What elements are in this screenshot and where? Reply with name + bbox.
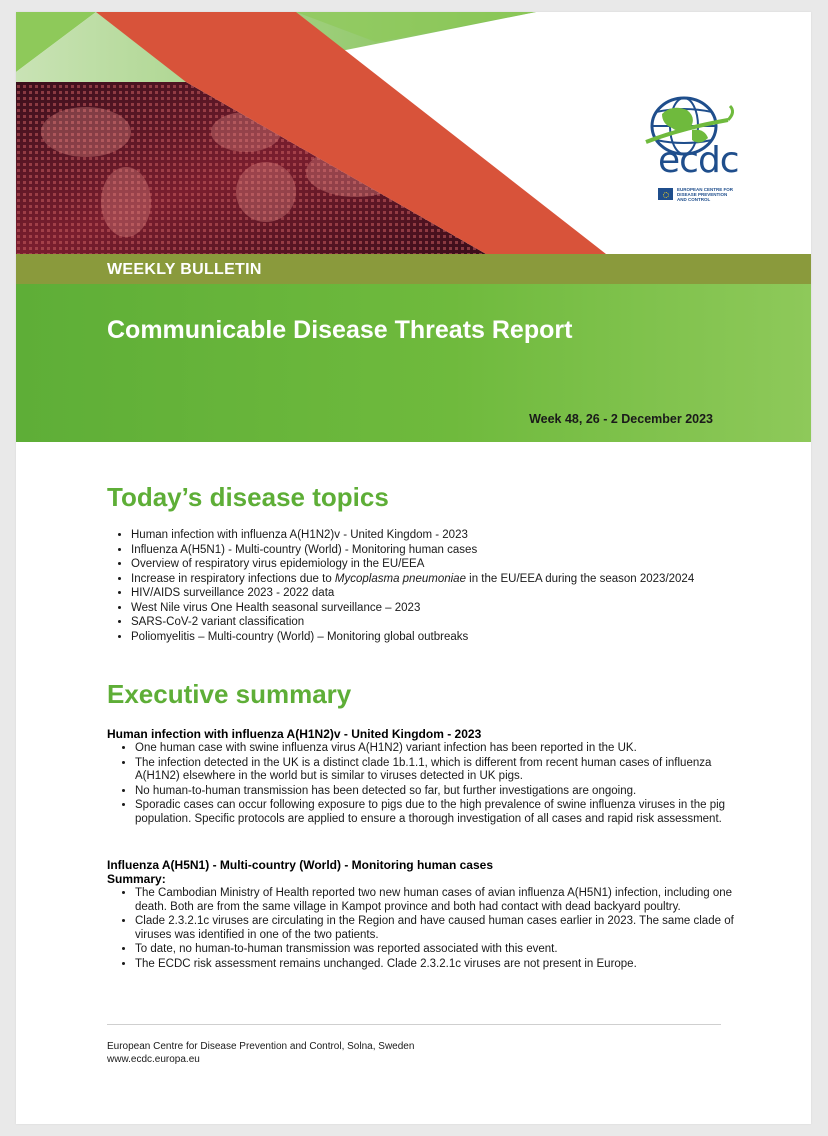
list-item: • The ECDC risk assessment remains unchanged. Clade 2.3.2.1c viruses are not present in Europe. (135, 958, 735, 972)
list-item: • Increase in respiratory infections due to Mycoplasma pneumoniae in the EU/EEA during the season 2023/2024 (131, 572, 771, 587)
list-item: • Influenza A(H5N1) - Multi-country (World) - Monitoring human cases (131, 543, 771, 558)
section-bullets (107, 742, 745, 828)
section-bullets (107, 887, 735, 973)
eu-flag-icon (658, 188, 673, 200)
logo-wordmark: ecdc (658, 140, 739, 181)
logo-agency-name: EUROPEAN CENTRE FOR DISEASE PREVENTION AND CONTROL (677, 187, 734, 202)
list-item: • Sporadic cases can occur following exposure to pigs due to the high prevalence of swine influenza viruses in the pig population. Specific protocols are applied to ensure a thorough investigation of all cases and rapid risk assessment. (135, 799, 745, 826)
list-item: • SARS-CoV-2 variant classification (131, 615, 771, 630)
footer-address: European Centre for Disease Prevention and Control, Solna, Sweden (107, 1041, 415, 1052)
list-item: • Clade 2.3.2.1c viruses are circulating in the Region and have caused human cases earlier in 2023. The same clade of viruses was identified in one of the two patients. (135, 915, 735, 942)
list-item: • To date, no human-to-human transmission was reported associated with this event. (135, 943, 735, 957)
executive-heading: Executive summary (107, 679, 352, 709)
ecdc-logo (632, 84, 762, 204)
document-page (16, 12, 811, 1124)
section-title: Influenza A(H5N1) - Multi-country (World) - Monitoring human cases (107, 858, 493, 872)
footer-website-link[interactable]: www.ecdc.europa.eu (107, 1054, 200, 1065)
section-title: Human infection with influenza A(H1N2)v - United Kingdom - 2023 (107, 727, 482, 741)
list-item: • The Cambodian Ministry of Health reported two new human cases of avian influenza A(H5N1) infection, including one death. Both are from the same village in Kampot province and both had contact with dead backyard poultry. (135, 887, 735, 914)
list-item: • Overview of respiratory virus epidemiology in the EU/EEA (131, 557, 771, 572)
list-item: • West Nile virus One Health seasonal surveillance – 2023 (131, 601, 771, 616)
report-title: Communicable Disease Threats Report (107, 316, 573, 344)
topics-heading: Today’s disease topics (107, 482, 389, 512)
list-item: • No human-to-human transmission has been detected so far, but further investigations are ongoing. (135, 785, 745, 799)
list-item: • One human case with swine influenza virus A(H1N2) variant infection has been reported in the UK. (135, 742, 745, 756)
topics-list (107, 528, 771, 644)
section-subtitle: Summary: (107, 872, 166, 886)
footer (107, 1040, 414, 1066)
footer-divider (107, 1024, 721, 1025)
list-item: • HIV/AIDS surveillance 2023 - 2022 data (131, 586, 771, 601)
series-label: WEEKLY BULLETIN (107, 261, 262, 278)
list-item: • The infection detected in the UK is a distinct clade 1b.1.1, which is different from recent human cases of influenza A(H1N2) elsewhere in the world but is similar to viruses detected in UK pigs. (135, 757, 745, 784)
week-label: Week 48, 26 - 2 December 2023 (529, 412, 713, 426)
list-item: • Poliomyelitis – Multi-country (World) – Monitoring global outbreaks (131, 630, 771, 645)
list-item: • Human infection with influenza A(H1N2)v - United Kingdom - 2023 (131, 528, 771, 543)
